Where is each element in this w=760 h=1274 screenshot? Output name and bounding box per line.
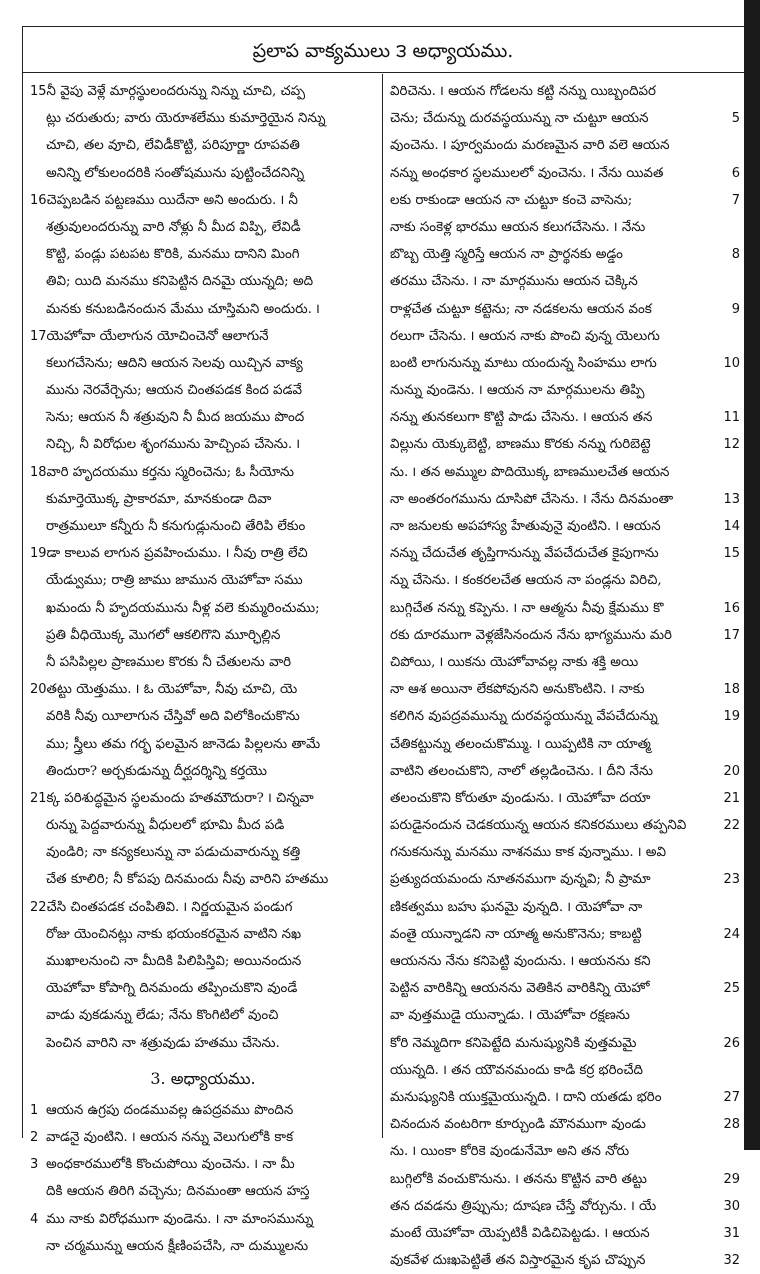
verse-number: 13 — [723, 491, 740, 507]
line-text: యేడ్వుము; రాత్రి జాము జామున యెహోవా సము — [46, 573, 303, 589]
text-line — [390, 921, 740, 948]
line-text: వుకవేళ దుఃఖపెట్టితే తన విస్తారమైన కృప చొప్పున — [390, 1253, 646, 1269]
text-line — [30, 731, 376, 758]
line-text: యెహోవా యేలాగున యోచించెనో ఆలాగునే — [46, 328, 269, 344]
verse-number: 15 — [30, 84, 47, 99]
text-line — [30, 540, 376, 567]
verse-number: 32 — [723, 1253, 740, 1269]
line-text: పెంచిన వారిని నా శత్రువుడు హతము చేసెను. — [46, 1035, 280, 1051]
text-line — [30, 241, 376, 268]
text-line — [390, 431, 740, 458]
line-text: కొట్టి, పండ్లు పటపట కొరికి, మనము దానిని మింగి — [46, 247, 300, 263]
text-line — [390, 1193, 740, 1220]
verse-number: 1 — [30, 1102, 39, 1118]
verse-number: 19 — [723, 709, 740, 725]
line-text: వరికి నీవు యీలాగున చేస్తివో అది విలోకించుకొను — [46, 709, 300, 725]
line-text: అంధకారములోకి కొంచుపోయి వుంచెను. ౹ నా మీ — [46, 1157, 295, 1173]
line-text: వా వుత్తముడై యున్నాడు. ౹ యెహోవా రక్షణను — [390, 1008, 630, 1024]
line-text: రలుగా చేసెను. ౹ ఆయన నాకు పొంచి వున్న యెలుగు — [390, 328, 660, 344]
verse-number: 20 — [30, 682, 47, 698]
line-text: నీ పసిపిల్లల ప్రాణముల కొరకు నీ చేతులను వారి — [46, 654, 292, 670]
line-text: కుమార్తెయొక్క ప్రాకారమా, మానకుండా దివా — [46, 491, 272, 507]
text-line — [390, 105, 740, 132]
line-text: నాకు సంకెళ్ల భారము ఆయన కలుగచేసెను. ౹ నేను — [390, 219, 646, 235]
line-text: లకు రాకుండా ఆయన నా చుట్టూ కంచె వాసెను; — [390, 192, 633, 208]
text-line — [390, 894, 740, 921]
text-line — [30, 894, 376, 921]
text-line — [390, 812, 740, 839]
text-line — [30, 377, 376, 404]
left-lines — [30, 78, 376, 1057]
line-text: ట్లు చరుతురు; వారు యెరూశలేము కుమార్తెయైన నిన్ను — [46, 111, 326, 127]
text-line — [30, 676, 376, 703]
verse-number: 17 — [723, 627, 740, 643]
verse-number: 11 — [723, 410, 740, 426]
right-column — [390, 78, 740, 1274]
line-text: తట్టు యెత్తుము. ౹ ఓ యెహోవా, నీవు చూచి, యె — [46, 682, 298, 698]
text-line — [390, 1138, 740, 1165]
text-line — [390, 649, 740, 676]
line-text: గనుకనున్ను మనము నాశనము కాక వున్నాము. ౹ అవి — [390, 845, 667, 861]
verse-number: 24 — [723, 926, 740, 942]
line-text: నా చర్మమున్ను ఆయన క్షీణింపచేసి, నా దుమ్ములను — [46, 1238, 309, 1254]
text-line — [30, 404, 376, 431]
text-line — [390, 731, 740, 758]
line-text: క్క పరిశుద్ధమైన స్థలమందు హతమౌదురా? ౹ చిన్నవా — [46, 790, 314, 806]
verse-number: 10 — [723, 355, 740, 371]
line-text: మనకు కనుబడినందున మేము చూస్తిమని అందురు. ౹ — [46, 301, 320, 317]
text-line — [390, 486, 740, 513]
text-line — [390, 241, 740, 268]
text-line — [390, 1084, 740, 1111]
line-text: న్ను చేసెను. ౹ కంకరలచేత ఆయన నా పండ్లను విరిచి, — [390, 573, 662, 589]
line-text: తలంచుకొని కోరుతూ వుండును. ౹ యెహోవా దయా — [390, 790, 651, 806]
verse-number: 2 — [30, 1129, 39, 1145]
line-text: ను. ౹ యింకా కోరికె వుండునేమో అని తన నోరు — [390, 1144, 630, 1160]
line-text: నా ఆశ అయినా లేకపోవునని అనుకొంటిని. ౹ నాకు — [390, 682, 645, 698]
verse-number: 23 — [723, 872, 740, 888]
text-line — [30, 513, 376, 540]
text-line — [390, 785, 740, 812]
line-text: సెను; ఆయన నీ శత్రువుని నీ మీద జయము పొంద — [46, 410, 305, 426]
text-line — [390, 595, 740, 622]
line-text: రకు దూరముగా వెళ్లజేసినందున నేను భాగ్యమును మరి — [390, 627, 672, 643]
line-text: వుండిరి; నా కన్యకలున్ను నా పడుచువారున్ను కత్తి — [46, 845, 301, 861]
text-line — [390, 703, 740, 730]
text-line — [30, 1002, 376, 1029]
text-line — [390, 160, 740, 187]
text-line — [30, 595, 376, 622]
verse-number: 26 — [723, 1035, 740, 1051]
verse-number: 30 — [723, 1198, 740, 1214]
line-text: చెను; చేదున్ను దురవస్థయున్ను నా చుట్టూ ఆయన — [390, 111, 649, 127]
line-text: నన్ను తునకలుగా కొట్టి పాడు చేసెను. ౹ ఆయన తన — [390, 410, 653, 426]
line-text: కలుగచేసెను; ఆదిని ఆయన సెలవు యిచ్చిన వాక్య — [46, 355, 303, 371]
column-divider — [382, 74, 383, 1138]
line-text: రున్ను పెద్దవారున్ను వీధులలో భూమి మీద పడి — [46, 818, 285, 834]
line-text: నీ వైపు వెళ్లే మార్గస్థులందరున్ను నిన్ను చూచి, చప్ప — [46, 84, 306, 99]
text-line — [30, 921, 376, 948]
text-line — [30, 948, 376, 975]
text-line — [30, 1233, 376, 1260]
text-line — [390, 1002, 740, 1029]
verse-number: 19 — [30, 546, 47, 562]
text-line — [390, 78, 740, 105]
verse-number: 29 — [723, 1171, 740, 1187]
line-text: విల్లును యెక్కుబెట్టి, బాణము కొరకు నన్ను గురిబెట్టె — [390, 437, 651, 453]
left-lines-after — [30, 1097, 376, 1260]
line-text: ప్రతి వీధియొక్క మొగలో ఆకలిగొని మూర్ఛిల్లిన — [46, 627, 281, 643]
text-line — [30, 323, 376, 350]
text-line — [30, 567, 376, 594]
line-text: ఆయనను నేను కనిపెట్టి వుందును. ౹ ఆయనను కని — [390, 954, 651, 969]
text-line — [30, 431, 376, 458]
verse-number: 31 — [723, 1225, 740, 1241]
verse-number: 9 — [731, 301, 740, 317]
right-lines — [390, 78, 740, 1274]
text-line — [30, 975, 376, 1002]
line-text: అనిన్ని లోకులందరికి సంతోషమును పుట్టించేదనిన్ని — [46, 165, 305, 181]
line-text: ను. ౹ తన అమ్ముల పొదియొక్క బాణములచేత ఆయన — [390, 464, 670, 480]
line-text: నన్ను అంధకార స్థలములలో వుంచెను. ౹ నేను యివత — [390, 165, 664, 181]
text-line — [30, 1178, 376, 1205]
line-text: రాళ్లచేత చుట్టూ కట్టెను; నా నడకలను ఆయన వంక — [390, 301, 652, 317]
text-line — [390, 758, 740, 785]
line-text: యెహోవా కోపాగ్ని దినమందు తప్పించుకొని వుండే — [46, 981, 298, 997]
text-line — [390, 622, 740, 649]
text-line — [30, 132, 376, 159]
line-text: వాటిని తలంచుకొని, నాలో తల్లడించెను. ౹ దీని నేను — [390, 763, 653, 779]
text-line — [390, 1057, 740, 1084]
text-line — [390, 1030, 740, 1057]
verse-number: 16 — [30, 192, 47, 208]
text-line — [30, 486, 376, 513]
line-text: పరుడైనందున చెడకయున్న ఆయన కనికరములు తప్పనివి — [390, 818, 687, 834]
line-text: నిచ్చి, నీ విరోధుల శృంగమును హెచ్చింప చేసెను. ౹ — [46, 437, 300, 453]
text-line — [390, 975, 740, 1002]
verse-number: 25 — [723, 981, 740, 997]
line-text: చేసి చింతపడక చంపితివి. ౹ నిర్ణయమైన పండుగ — [46, 899, 293, 915]
text-line — [30, 160, 376, 187]
line-text: ఆయన ఉగ్రపు దండమువల్ల ఉపద్రవము పొందిన — [46, 1102, 294, 1118]
text-line — [390, 513, 740, 540]
line-text: రోజు యెంచినట్లు నాకు భయంకరమైన వాటిని నఖ — [46, 926, 302, 942]
line-text: కలిగిన వుపద్రవమున్ను దురవస్థయున్ను వేపచేదున్ను — [390, 709, 658, 725]
line-text: నా అంతరంగమును దూసిపో చేసెను. ౹ నేను దినమంతా — [390, 491, 674, 507]
line-text: తన దవడను త్రిప్పును; దూషణ చేస్తే వోర్చును. ౹ యే — [390, 1198, 657, 1214]
text-line — [30, 649, 376, 676]
verse-number: 18 — [723, 682, 740, 698]
page-title: ప్రలాప వాక్యములు ౩ అధ్యాయము. — [22, 30, 744, 73]
verse-number: 8 — [731, 247, 740, 263]
line-text: ము నాకు విరోధముగా వుండెను. ౹ నా మాంసమున్ను — [46, 1211, 314, 1227]
line-text: ణికత్వము బహు ఘనమై వున్నది. ౹ యెహోవా నా — [390, 899, 643, 915]
text-line — [30, 350, 376, 377]
text-line — [30, 78, 376, 105]
text-line — [30, 1030, 376, 1057]
verse-number: 7 — [731, 192, 740, 208]
line-text: ము; స్త్రీలు తమ గర్భ ఫలమైన జానెడు పిల్లలను తామే — [46, 736, 321, 752]
line-text: నన్ను చేదుచేత తృప్తిగానున్ను వేపచేదుచేత కైపుగాను — [390, 546, 659, 562]
text-line — [30, 785, 376, 812]
text-line — [30, 812, 376, 839]
text-line — [390, 1111, 740, 1138]
verse-number: 28 — [723, 1117, 740, 1133]
line-text: తివి; యిది మనము కనిపెట్టిన దినమై యున్నది; అది — [46, 274, 314, 290]
text-line — [30, 758, 376, 785]
line-text: చిపోయి, ౹ యికను యెహోవావల్ల నాకు శక్తి అయి — [390, 654, 639, 670]
line-text: నున్ను వుండెను. ౹ ఆయన నా మార్గములను తిప్పి — [390, 383, 645, 399]
verse-number: 16 — [723, 600, 740, 616]
line-text: నా జనులకు అపహాస్య హేతువునై వుంటిని. ౹ ఆయన — [390, 519, 661, 534]
text-line — [390, 948, 740, 975]
line-text: వాడనై వుంటిని. ౹ ఆయన నన్ను వెలుగులోకి కాక — [46, 1129, 294, 1145]
line-text: వారి హృదయము కర్తను స్మరించెను; ఓ సీయోను — [46, 464, 295, 480]
verse-number: 12 — [723, 437, 740, 453]
text-line — [390, 459, 740, 486]
text-line — [30, 187, 376, 214]
line-text: బుగ్గిలోకి వంచుకొనును. ౹ తనను కొట్టిన వారి తట్టు — [390, 1171, 647, 1187]
verse-number: 21 — [30, 790, 47, 806]
text-line — [30, 296, 376, 323]
line-text: ఖమందు నీ హృదయమును నీళ్ల వలె కుమ్మరించుము; — [46, 600, 320, 616]
line-text: మనుష్యునికి యుక్తమైయున్నది. ౹ దాని యతడు భరిం — [390, 1089, 662, 1105]
text-line — [30, 268, 376, 295]
text-line — [390, 540, 740, 567]
text-line — [390, 187, 740, 214]
text-line — [390, 1166, 740, 1193]
text-line — [390, 1220, 740, 1247]
line-text: డా కాలువ లాగున ప్రవహించుము. ౹ నీవు రాత్రి లేచి — [46, 546, 308, 562]
line-text: వుంచెను. ౹ పూర్వమందు మరణమైన వారి వలె ఆయన — [390, 138, 670, 154]
verse-number: 5 — [731, 111, 740, 127]
verse-number: 22 — [723, 818, 740, 834]
text-line — [390, 296, 740, 323]
line-text: బొబ్బ యెత్తి స్మరిస్తే ఆయన నా ప్రార్థనకు అడ్డం — [390, 247, 623, 263]
line-text: దికి ఆయన తిరిగి వచ్చెను; దినమంతా ఆయన హస్త — [46, 1184, 310, 1200]
verse-number: 17 — [30, 328, 47, 344]
text-line — [390, 350, 740, 377]
line-text: రాత్రములూ కన్నీరు నీ కనుగుడ్లునుంచి తేరిపి లేకుం — [46, 519, 306, 534]
line-text: బంటి లాగునున్ను మాటు యందున్న సింహము లాగు — [390, 355, 657, 371]
text-line — [30, 1124, 376, 1151]
text-line — [390, 839, 740, 866]
text-line — [390, 567, 740, 594]
line-text: బుగ్గిచేత నన్ను కప్పెను. ౹ నా ఆత్మను నీవు క్షేమము కొ — [390, 600, 664, 616]
verse-number: 4 — [30, 1211, 39, 1227]
text-line — [390, 866, 740, 893]
line-text: మును నెరవేర్చెను; ఆయన చింతపడక కింద పడవే — [46, 383, 303, 399]
line-text: మంటే యెహోవా యెప్పటికీ విడిచిపెట్టడు. ౹ ఆయన — [390, 1225, 650, 1241]
line-text: చూచి, తల వూచి, లేవిడీకొట్టి, పరిపూర్ణా రూపవతి — [46, 138, 300, 154]
text-line — [390, 214, 740, 241]
line-text: వాడు వుకడున్ను లేడు; నేను కొంగిటిలో వుంచి — [46, 1008, 279, 1024]
line-text: పెట్టిన వారికిన్ని ఆయనను వెతికిన వారికిన్ని యెహో — [390, 981, 650, 997]
verse-number: 15 — [723, 546, 740, 562]
verse-number: 14 — [723, 519, 740, 534]
text-line — [30, 839, 376, 866]
text-line — [390, 1247, 740, 1274]
line-text: తరము చేసెను. ౹ నా మార్గమును ఆయన చెక్కిన — [390, 274, 638, 290]
line-text: చేతికట్టున్ను తలంచుకొమ్ము. ౹ యిప్పటికి నా యాత్మ — [390, 736, 651, 752]
line-text: చినందున వంటరిగా కూర్చుండి మౌనముగా వుండు — [390, 1117, 646, 1133]
line-text: శత్రువులందరున్ను వారి నోళ్లు నీ మీద విప్పి, లేవిడీ — [46, 219, 301, 235]
section-title: 3. అధ్యాయము. — [150, 1068, 256, 1088]
line-text: తిందురా? అర్చకుడున్ను దీర్ఘదర్శిన్ని కర్తయొ — [46, 763, 268, 779]
line-text: చేత కూలిరి; నీ కోపపు దినమందు నీవు వారిని హతము — [46, 872, 329, 888]
text-line — [390, 377, 740, 404]
verse-number: 3 — [30, 1157, 39, 1173]
text-line — [30, 866, 376, 893]
line-text: విరిచెను. ౹ ఆయన గోడలను కట్టి నన్ను యిబ్బందిపర — [390, 84, 657, 99]
text-line — [30, 214, 376, 241]
verse-number: 6 — [731, 165, 740, 181]
text-line — [30, 105, 376, 132]
text-line — [30, 1206, 376, 1233]
line-text: యున్నది. ౹ తన యౌవనమందు కాడి కర్ర భరించేది — [390, 1062, 643, 1078]
verse-number: 18 — [30, 464, 47, 480]
text-line — [30, 1151, 376, 1178]
text-line — [390, 404, 740, 431]
line-text: చెప్పబడిన పట్టణము యిదేనా అని అందురు. ౹ నీ — [46, 192, 298, 208]
line-text: ముఖాలనుంచి నా మీదికి పిలిపిస్తివి; అయినందున — [46, 954, 302, 969]
line-text: కోరి నెమ్మదిగా కనిపెట్టేది మనుష్యునికి వుత్తమమై — [390, 1035, 637, 1051]
verse-number: 22 — [30, 899, 47, 915]
verse-number: 21 — [723, 790, 740, 806]
text-line — [30, 459, 376, 486]
left-column — [30, 78, 376, 1260]
line-text: ప్రత్యుదయమందు నూతనముగా వున్నవి; నీ ప్రామా — [390, 872, 651, 888]
page-edge-shadow — [744, 0, 760, 1150]
text-line — [30, 622, 376, 649]
line-text: వంతై యున్నాడని నా యాత్మ అనుకొనెను; కాబట్టి — [390, 926, 642, 942]
text-line — [390, 676, 740, 703]
verse-number: 27 — [723, 1089, 740, 1105]
text-line — [390, 132, 740, 159]
text-line — [30, 1097, 376, 1124]
text-line — [30, 703, 376, 730]
text-line — [390, 268, 740, 295]
verse-number: 20 — [723, 763, 740, 779]
text-line — [390, 323, 740, 350]
